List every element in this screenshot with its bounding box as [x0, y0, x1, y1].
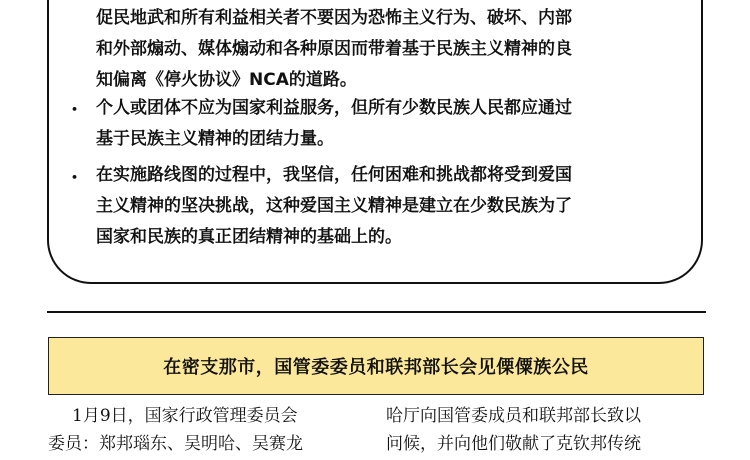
bullet-icon: • — [71, 171, 79, 184]
bullet-line: 国家和民族的真正团结精神的基础上的。 — [96, 227, 402, 247]
article-headline: 在密支那市，国管委委员和联邦部长会见傈僳族公民 — [163, 357, 589, 378]
article-right-line: 问候，并向他们敬献了克钦邦传统 — [386, 434, 641, 454]
article-left-line: 1月9日，国家行政管理委员会 — [55, 406, 298, 426]
headline-banner — [48, 337, 704, 395]
paragraph-line: 知偏离《停火协议》NCA的道路。 — [96, 70, 357, 90]
bullet-line: 在实施路线图的过程中，我坚信，任何困难和挑战都将受到爱国 — [96, 165, 572, 185]
article-right-line: 哈厅向国管委成员和联邦部长致以 — [386, 406, 641, 426]
bullet-line: 主义精神的坚决挑战，这种爱国主义精神是建立在少数民族为了 — [96, 196, 572, 216]
section-divider — [47, 311, 706, 313]
article-left-line: 委员：郑邦瑙东、吴明哈、吴赛龙 — [48, 434, 303, 454]
paragraph-line: 促民地武和所有利益相关者不要因为恐怖主义行为、破坏、内部 — [96, 8, 572, 28]
bullet-line: 基于民族主义精神的团结力量。 — [96, 129, 334, 149]
bullet-icon: • — [71, 103, 79, 116]
bullet-line: 个人或团体不应为国家利益服务，但所有少数民族人民都应通过 — [96, 98, 572, 118]
paragraph-line: 和外部煽动、媒体煽动和各种原因而带着基于民族主义精神的良 — [96, 39, 572, 59]
